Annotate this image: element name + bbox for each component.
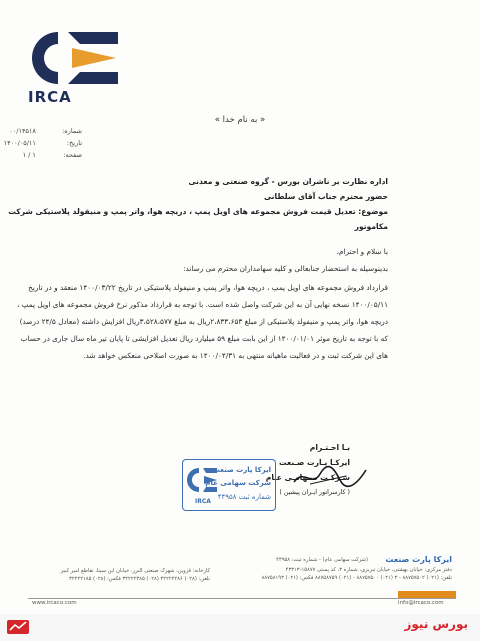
body-line-2: قرارداد فروش مجموعه های اویل پمپ ، دریچه هوا، واتر پمپ و منیفولد پلاستیکی در تاریخ ۱۴۰۰/۰۳/۲۲ منعقد و در تاریخ (28, 283, 388, 292)
letter-page-row (0, 151, 82, 159)
letter-date-row (0, 139, 82, 147)
letter-number-row (0, 127, 82, 135)
footer-website: www.ircaco.com (32, 600, 77, 606)
stamp-company-type: شرکت سهامی عام (205, 479, 271, 487)
stamp-company: ایرکا پارت صنعت (212, 466, 271, 474)
stamp-logo-text: IRCA (195, 498, 211, 505)
number-value: ۰۰/۱۴۵۱۸ (9, 127, 36, 135)
logo-text: IRCA (28, 88, 72, 106)
recipient-office: اداره نظارت بر ناشران بورس - گروه صنعتی و معدنی (188, 177, 388, 186)
body-line-1: بدینوسیله به استحضار جنابعالی و کلیه سهامداران محترم می رساند: (183, 264, 388, 273)
footer-email: info@ircaco.com (398, 600, 444, 606)
body-line-3: ۱۴۰۰/۰۵/۱۱ نسخه نهایی آن به این شرکت واصل شده است. با توجه به قرارداد مذکور نرخ فروش مجموعه های اویل پمپ ، (16, 300, 388, 309)
body-line-4: دریچه هوا، واتر پمپ و منیفولد پلاستیکی از مبلغ ۲،۸۳۳،۶۵۳ریال به مبلغ ۳،۵۲۸،۵۷۷ریال افزایش داشته (معادل ۲۴/۵ درصد) (19, 317, 388, 326)
page-value: ۱ / ۱ (22, 151, 36, 159)
date-label: تاریخ: (66, 139, 82, 147)
footer-company-detail: (شرکت سهامی عام) - شماره ثبت: ۴۴۹۵۸ (276, 557, 368, 563)
page-label: صفحه: (63, 151, 82, 159)
number-label: شماره: (62, 127, 82, 135)
footer-office-phone: تلفن: (۰۲۱) ۸۸۷۵۷۵۰۲ - ۳ (۰۲۱) ۸۸۷۵۷۵۰۰ - (۰۲۱) ۸۸۷۵۸۷۵۹ فکس: (۰۲۱) ۸۸۷۵۸۱۹۳ (261, 575, 452, 581)
irca-logo-icon (28, 26, 124, 90)
footer-factory-address: کارخانه: قزوین، شهرک صنعتی البرز، خیابان ابن سینا، تقاطع امیر کبیر تلفن: (۰۲۸) ۳۲۲۲۲۲۸۶ (۰۲۸) ۳۲۲۲۲۳۸۵ فکس: (۰۲۸) ۳۲۲۲۲۱۸۵ (60, 568, 210, 582)
body-line-6: های این شرکت ثبت و در فعالیت ماهیانه منتهی به ۱۴۰۰/۰۴/۳۱ به صورت اصلاحی منعکس خواهد شد. (83, 351, 388, 360)
handwritten-signature-icon (290, 464, 370, 490)
bourse-news-logo-icon (6, 616, 30, 638)
greeting: با سلام و احترام، (336, 247, 388, 256)
date-value: ۱۴۰۰/۰۵/۱۱ (3, 139, 36, 147)
signer-company: ایرکـا پـارت صـنعت (279, 458, 350, 467)
footer-accent-bar (398, 591, 456, 598)
recipient-honor: حضور محترم جناب آقای سلطانی (263, 192, 388, 201)
signer-company-type: شـرکـت سـهامـی عـام (265, 473, 350, 482)
footer-company-name: ایرکا پارت صنعت (385, 555, 452, 564)
body-line-5: که با توجه به تاریخ موثر ۱۴۰۰/۰۱/۰۱ از این بابت مبلغ ۵۹ میلیارد ریال تعدیل افزایشی تا پایان تیر ماه سال جاری در حساب (20, 334, 388, 343)
footer-office-address: دفتر مرکزی: خیابان بهشتی، خیابان تبریزی، شماره ۳، کد پستی ۱۵۸۷۷-۴۳۳۱۳ (285, 567, 452, 573)
company-stamp (182, 459, 276, 511)
subject-line-2: مکاموتور (354, 222, 388, 231)
bourse-news-watermark: بورس نیوز (404, 617, 468, 631)
subject-line-1: موضوع: تعدیل قیمت فروش مجموعه های اویل پمپ ، دریچه هوا، واتر پمپ و منیفولد پلاستیکی شرکت (8, 207, 388, 216)
closing-text: بـا احـتـرام (309, 443, 350, 452)
basmala-heading: « به نام خدا » (214, 115, 266, 125)
footer-divider (28, 598, 456, 599)
stamp-registration: شماره ثبت ۴۴۹۵۸ (217, 493, 271, 501)
signer-company-note: ( کارسراتور ایـران پیشین ) (279, 489, 350, 496)
